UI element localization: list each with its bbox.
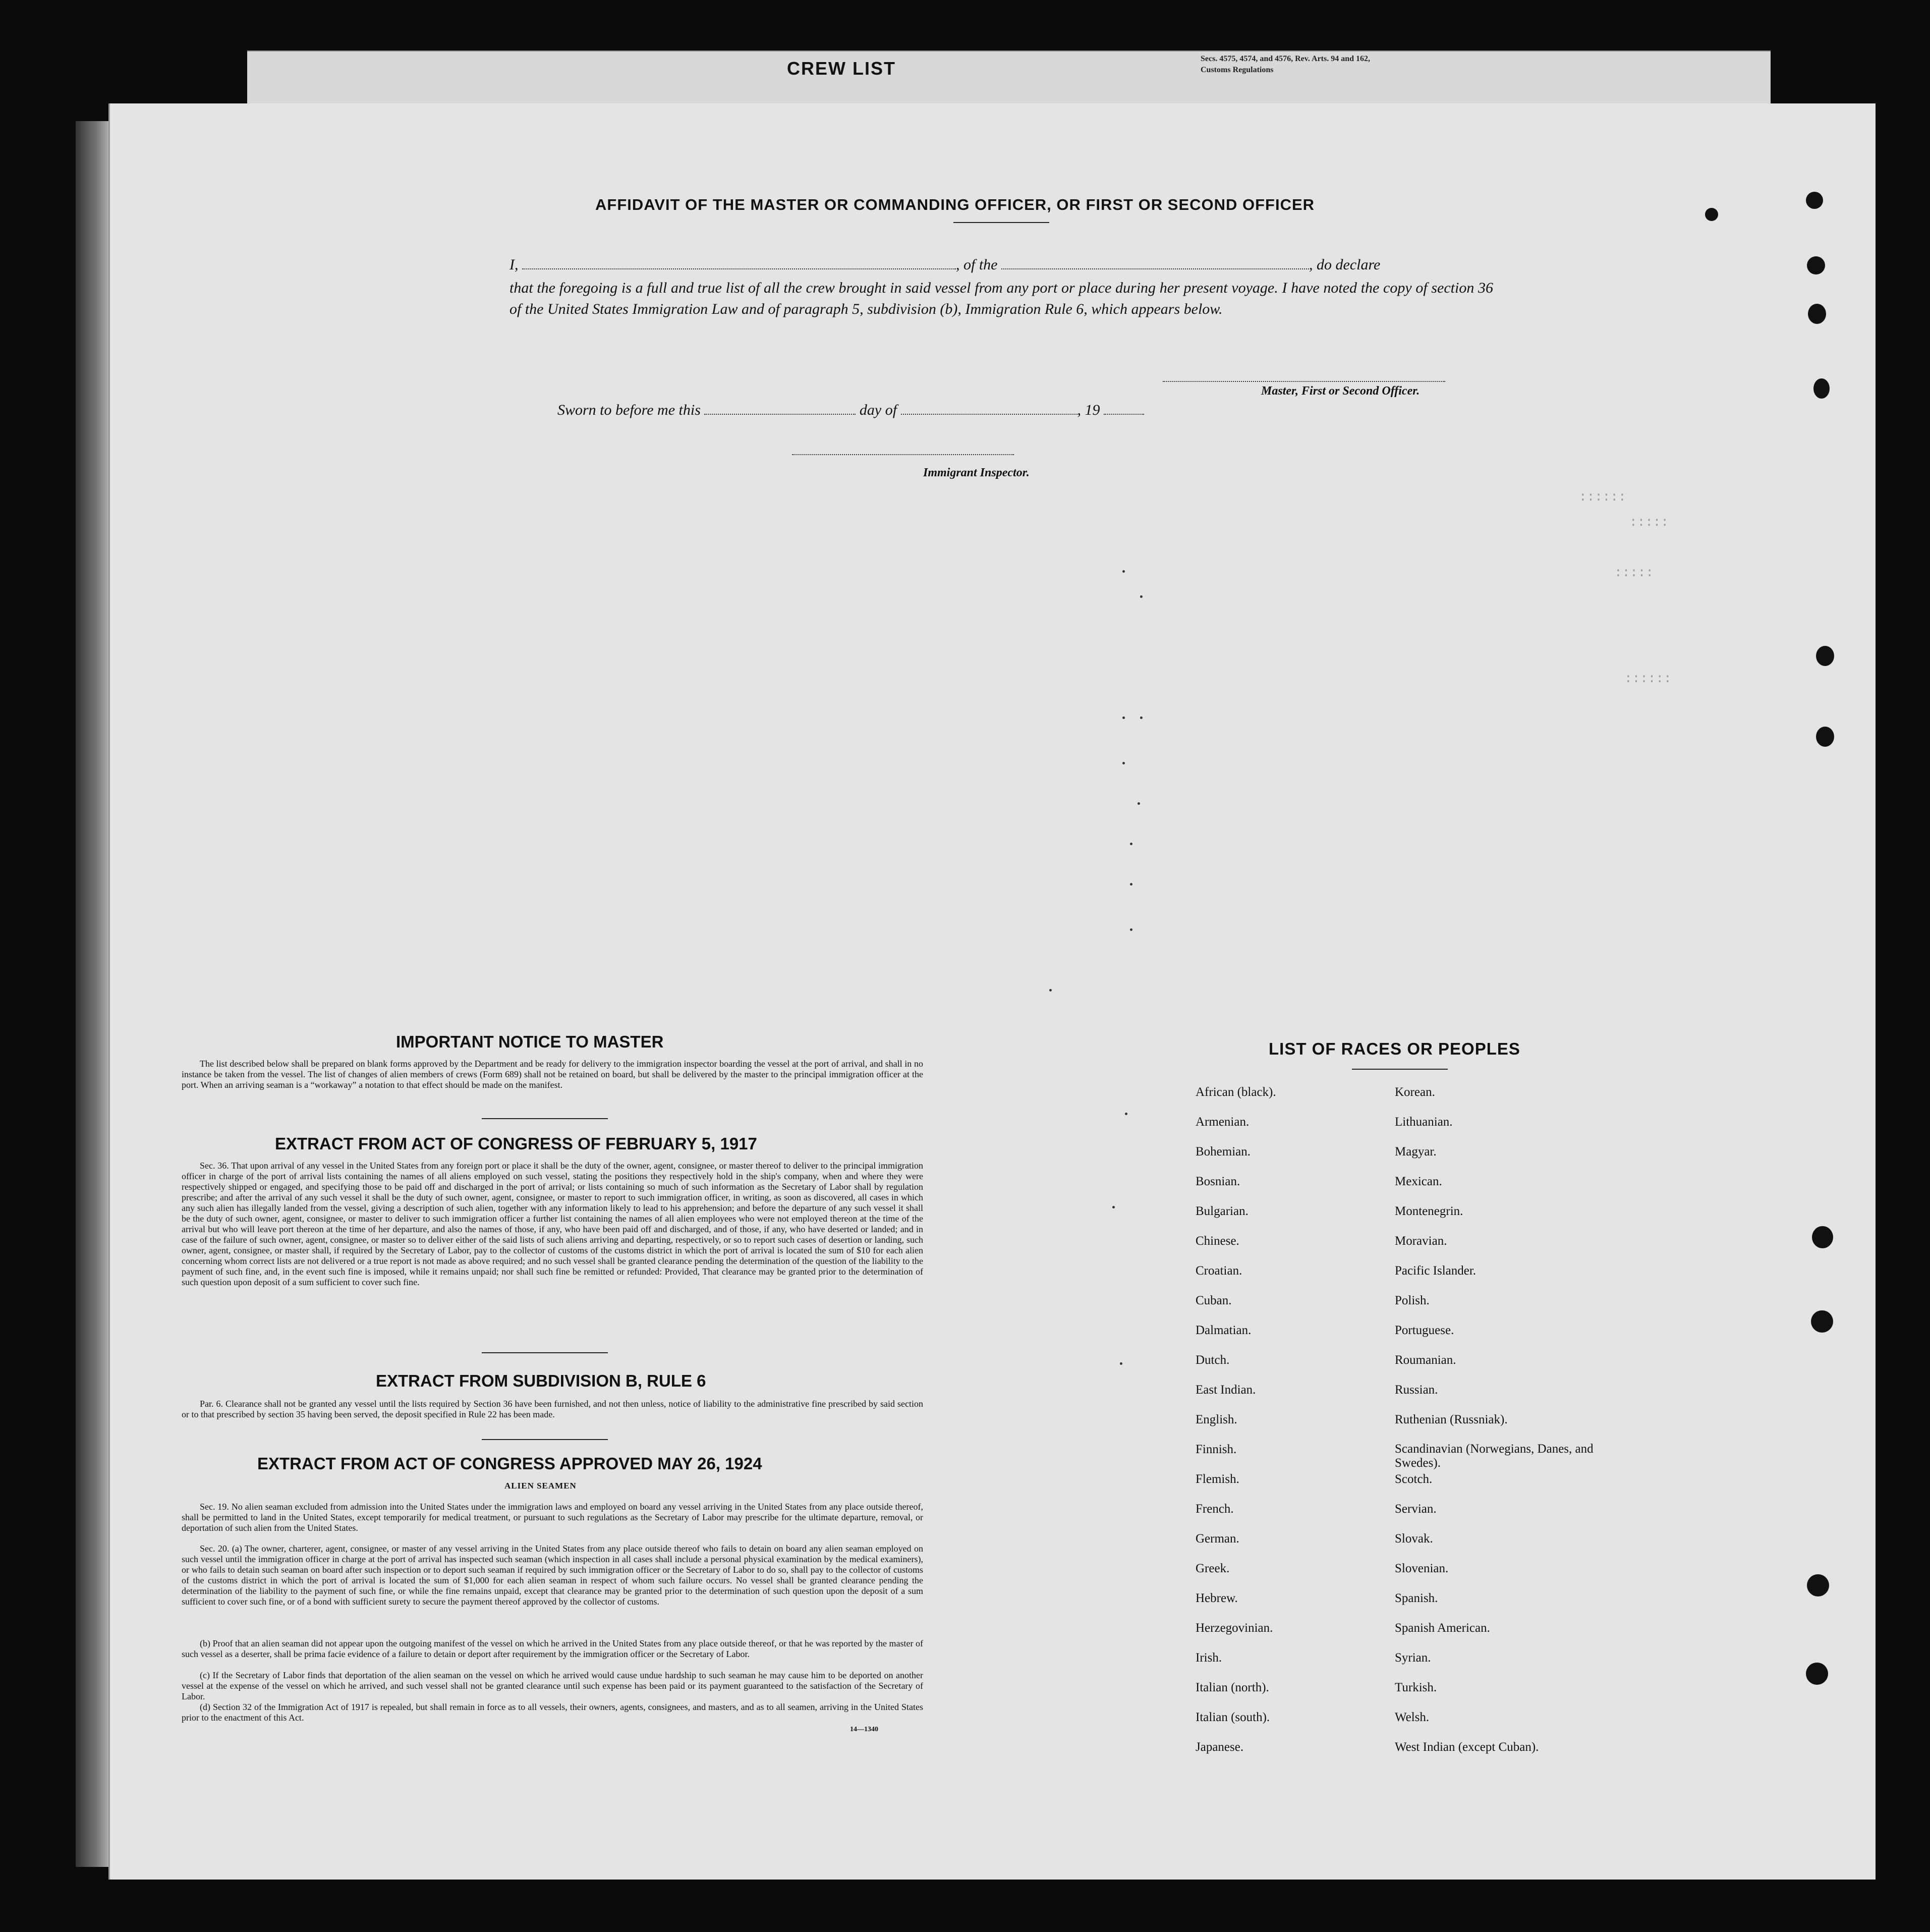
race-item: German. [1196, 1532, 1239, 1545]
section-rule [482, 1439, 608, 1440]
race-item: Italian (south). [1196, 1710, 1270, 1724]
declarant-name-field[interactable] [522, 257, 956, 269]
sworn-start: Sworn to before me this [557, 402, 701, 418]
ghost-text: ::::: [1614, 565, 1654, 580]
race-item: Moravian. [1395, 1234, 1447, 1248]
inspector-label: Immigrant Inspector. [923, 466, 1030, 479]
race-item: West Indian (except Cuban). [1395, 1740, 1539, 1754]
crew-list-reference: Secs. 4575, 4574, and 4576, Rev. Arts. 94 and 162, Customs Regulations [1201, 54, 1371, 74]
ghost-text: :::::: [1624, 671, 1672, 686]
races-heading-rule [1352, 1069, 1448, 1070]
sworn-month-field[interactable] [901, 403, 1077, 415]
act-1924-sec20a: Sec. 20. (a) The owner, charterer, agent, consignee, or master of any vessel arriving in the United States from any place outside thereof who fails to detain on board any alien seaman employed on such vessel until the immigration officer in charge at the port of arrival has inspected such seaman (which inspection in all cases shall include a personal physical examination by the medical examiners), or who fails to detain such seaman on board after such inspection or to deport such seaman if required by such immigration officer or the Secretary of Labor to do so, shall pay to the collector of customs of the customs district in which the port of arrival is located the sum of $1,000 for each alien seaman in respect of whom such failure occurs. No vessel shall be granted clearance pending the determination of the liability to the payment of such fine, or while the fine remains unpaid, except that clearance may be granted prior to the determination of such question upon the deposit of a sum sufficient to cover such fine, or of a bond with sufficient surety to secure the payment thereof approved by the collector of customs. [182, 1543, 923, 1607]
ghost-text: :::::: [1579, 489, 1626, 505]
race-item: Russian. [1395, 1383, 1438, 1397]
race-item: Korean. [1395, 1085, 1435, 1099]
race-item: Syrian. [1395, 1651, 1431, 1665]
ink-dot [1122, 762, 1125, 764]
rule6-heading: EXTRACT FROM SUBDIVISION B, RULE 6 [376, 1371, 706, 1390]
act-1924-sec20c: (c) If the Secretary of Labor finds that deportation of the alien seaman on the vessel on which he arrived would cause undue hardship to such seaman he may cause him to be deported on another vessel at the expense of the vessel on which he arrived, and such vessel shall not be granted clearance until such expense has been paid or its payment guaranteed to the satisfaction of the Secretary of Labor. [182, 1670, 923, 1701]
signature-line [1163, 381, 1445, 382]
race-item: Dutch. [1196, 1353, 1230, 1367]
race-item: Turkish. [1395, 1681, 1437, 1694]
heading-rule [953, 222, 1049, 223]
race-item: Slovak. [1395, 1532, 1433, 1545]
ink-dot [1140, 716, 1143, 719]
notice-heading: IMPORTANT NOTICE TO MASTER [396, 1032, 664, 1051]
sworn-day-of: day of [859, 402, 897, 418]
race-item: Lithuanian. [1395, 1115, 1453, 1129]
race-item: Italian (north). [1196, 1681, 1269, 1694]
race-item: Portuguese. [1395, 1323, 1454, 1337]
race-item: Ruthenian (Russniak). [1395, 1413, 1508, 1426]
races-heading: LIST OF RACES OR PEOPLES [1269, 1039, 1520, 1058]
race-item: Herzegovinian. [1196, 1621, 1273, 1635]
form-sheet [108, 103, 1876, 1880]
ink-dot [1140, 595, 1143, 598]
race-item: East Indian. [1196, 1383, 1256, 1397]
inspector-signature-line [792, 454, 1014, 456]
binder-hole-icon [1705, 208, 1718, 221]
race-item: Spanish American. [1395, 1621, 1490, 1635]
rule6-body: Par. 6. Clearance shall not be granted any vessel until the lists required by Section 36 have been furnished, and not then unless, notice of liability to the administrative fine prescribed by said section or to that prescribed by section 35 having been served, the deposit specified in Rule 22 has been made. [182, 1399, 923, 1419]
race-item: Mexican. [1395, 1175, 1442, 1188]
declaration-i: I, [509, 256, 519, 273]
ink-dot [1138, 802, 1140, 805]
binder-hole-icon [1811, 1310, 1833, 1333]
ink-dot [1130, 843, 1132, 845]
race-item: Scotch. [1395, 1472, 1433, 1486]
races-left-column [1196, 1085, 1397, 1770]
act-1917-heading: EXTRACT FROM ACT OF CONGRESS OF FEBRUARY 5, 1917 [275, 1134, 757, 1153]
ink-dot [1130, 928, 1132, 931]
affidavit-heading: AFFIDAVIT OF THE MASTER OR COMMANDING OFFICER, OR FIRST OR SECOND OFFICER [595, 196, 1315, 213]
race-item: Pacific Islander. [1395, 1264, 1477, 1278]
declaration-of-the: , of the [956, 256, 998, 273]
race-item: Servian. [1395, 1502, 1437, 1516]
race-item: English. [1196, 1413, 1237, 1426]
notice-body: The list described below shall be prepared on blank forms approved by the Department and be ready for delivery to the immigration inspector boarding the vessel at the port of arrival, and shall in no instance be taken from the vessel. The list of changes of alien members of crews (Form 689) shall not be retained on board, but shall be delivered by the master to the principal immigration officer at the port. When an arriving seaman is a “workaway” a notation to that effect should be made on the manifest. [182, 1059, 923, 1090]
race-item: African (black). [1196, 1085, 1276, 1099]
race-item: Scandinavian (Norwegians, Danes, and Swedes). [1395, 1442, 1594, 1470]
binder-hole-icon [1807, 256, 1825, 274]
binder-hole-icon [1812, 1226, 1833, 1248]
binder-hole-icon [1808, 304, 1826, 324]
form-number: 14—1340 [850, 1726, 878, 1733]
races-right-column [1395, 1085, 1607, 1770]
declaration-do-declare: , do declare [1309, 256, 1381, 273]
act-1924-sec20d: (d) Section 32 of the Immigration Act of 1917 is repealed, but shall remain in force as to all vessels, their owners, agents, consignees, and masters, and as to all seamen, arriving in the United States prior to the enactment of this Act. [182, 1702, 923, 1723]
binder-hole-icon [1806, 192, 1823, 209]
race-item: Bosnian. [1196, 1175, 1240, 1188]
binder-hole-icon [1807, 1574, 1829, 1596]
race-item: Magyar. [1395, 1145, 1437, 1158]
race-item: Welsh. [1395, 1710, 1430, 1724]
ink-dot [1125, 1113, 1127, 1115]
race-item: Irish. [1196, 1651, 1222, 1665]
section-rule [482, 1118, 608, 1119]
sworn-line [557, 402, 1213, 419]
binder-hole-icon [1816, 646, 1834, 666]
race-item: Bulgarian. [1196, 1204, 1248, 1218]
race-item: Spanish. [1395, 1591, 1438, 1605]
section-rule [482, 1352, 608, 1353]
ink-dot [1120, 1362, 1122, 1365]
race-item: Roumanian. [1395, 1353, 1456, 1367]
race-item: Greek. [1196, 1562, 1230, 1575]
crew-list-title: CREW LIST [787, 58, 896, 79]
affidavit-body: that the foregoing is a full and true list of all the crew brought in said vessel from any port or place during her present voyage. I have noted the copy of section 36 of the United States Immigration Law and of paragraph 5, subdivision (b), Immigration Rule 6, which appears below. [509, 280, 1493, 317]
sworn-day-field[interactable] [704, 403, 856, 415]
act-1924-sec20b: (b) Proof that an alien seaman did not appear upon the outgoing manifest of the vessel on which he arrived in the United States from any place outside thereof, or that he was reported by the master of such vessel as a deserter, shall be prima facie evidence of a failure to detain or deport after requirement by the immigration officer or the Secretary of Labor. [182, 1638, 923, 1659]
ghost-text: ::::: [1629, 515, 1669, 530]
race-item: Cuban. [1196, 1294, 1232, 1307]
ink-dot [1122, 716, 1125, 719]
race-item: Armenian. [1196, 1115, 1250, 1129]
signer-label: Master, First or Second Officer. [1261, 384, 1420, 398]
race-item: Japanese. [1196, 1740, 1244, 1754]
race-item: Dalmatian. [1196, 1323, 1252, 1337]
race-item: Montenegrin. [1395, 1204, 1463, 1218]
sheet-edge [76, 121, 111, 1867]
ink-dot [1049, 989, 1052, 991]
act-1924-sec19: Sec. 19. No alien seaman excluded from admission into the United States under the immigration laws and employed on board any vessel arriving in the United States from any place outside thereof, shall be permitted to land in the United States, except temporarily for medical treatment, or pursuant to such regulations as the Secretary of Labor may prescribe for the ultimate departure, removal, or deportation of such alien from the United States. [182, 1502, 923, 1533]
race-item: Hebrew. [1196, 1591, 1238, 1605]
binder-hole-icon [1813, 378, 1830, 399]
affidavit-declaration-line [509, 256, 1508, 273]
ink-dot [1112, 1206, 1115, 1208]
act-1917-body: Sec. 36. That upon arrival of any vessel in the United States from any foreign port or place it shall be the duty of the owner, agent, consignee, or master thereof to deliver to the principal immigration officer in charge of the port of arrival lists containing the names of all aliens employed on such vessel, stating the positions they respectively hold in the ship's company, when and where they were respectively shipped or engaged, and specifying those to be paid off and discharged in the port of arrival; or lists containing so much of such information as the Secretary of Labor shall by regulation prescribe; and after the arrival of any such vessel it shall be the duty of such owner, agent, consignee, or master to report to such immigration officer, in writing, as soon as discovered, all cases in which any such alien has illegally landed from the vessel, giving a description of such alien, together with any information likely to lead to his apprehension; and before the departure of any such vessel it shall be the duty of such owner, agent, consignee, or master to deliver to such immigration officer a further list containing the names of all alien employees who were not employed thereon at the time of the arrival but who will leave port thereon at the time of her departure, and also the names of those, if any, who have been paid off and discharged, and of those, if any, who have deserted or landed; and in case of the failure of such owner, agent, consignee, or master so to deliver either of the said lists of such aliens arriving and departing, respectively, or so to report such cases of desertion or landing, such owner, agent, consignee, or master shall, if required by the Secretary of Labor, pay to the collector of customs of the customs district in which the port of arrival is located the sum of $10 for each alien concerning whom correct lists are not delivered or a true report is not made as above required; and no such vessel shall be granted clearance pending the determination of the question of the liability to the payment of such fine, and, in the event such fine is imposed, while it remains unpaid; nor shall such fine be remitted or refunded: Provided, That clearance may be granted prior to the determination of such question upon deposit of a sum sufficient to cover such fine. [182, 1161, 923, 1287]
act-1924-heading: EXTRACT FROM ACT OF CONGRESS APPROVED MAY 26, 1924 [257, 1454, 762, 1473]
binder-hole-icon [1806, 1663, 1828, 1685]
race-item: Polish. [1395, 1294, 1430, 1307]
race-item: Chinese. [1196, 1234, 1239, 1248]
ink-dot [1122, 570, 1125, 573]
race-item: Croatian. [1196, 1264, 1242, 1278]
race-item: Slovenian. [1395, 1562, 1449, 1575]
act-1924-subheading: ALIEN SEAMEN [504, 1481, 577, 1491]
race-item: Flemish. [1196, 1472, 1239, 1486]
race-item: French. [1196, 1502, 1234, 1516]
sworn-year-field[interactable] [1104, 403, 1144, 415]
sworn-year: , 19 [1077, 402, 1100, 418]
binder-hole-icon [1816, 727, 1834, 747]
race-item: Bohemian. [1196, 1145, 1251, 1158]
race-item: Finnish. [1196, 1443, 1237, 1456]
vessel-name-field[interactable] [1001, 257, 1309, 269]
ink-dot [1130, 883, 1132, 886]
